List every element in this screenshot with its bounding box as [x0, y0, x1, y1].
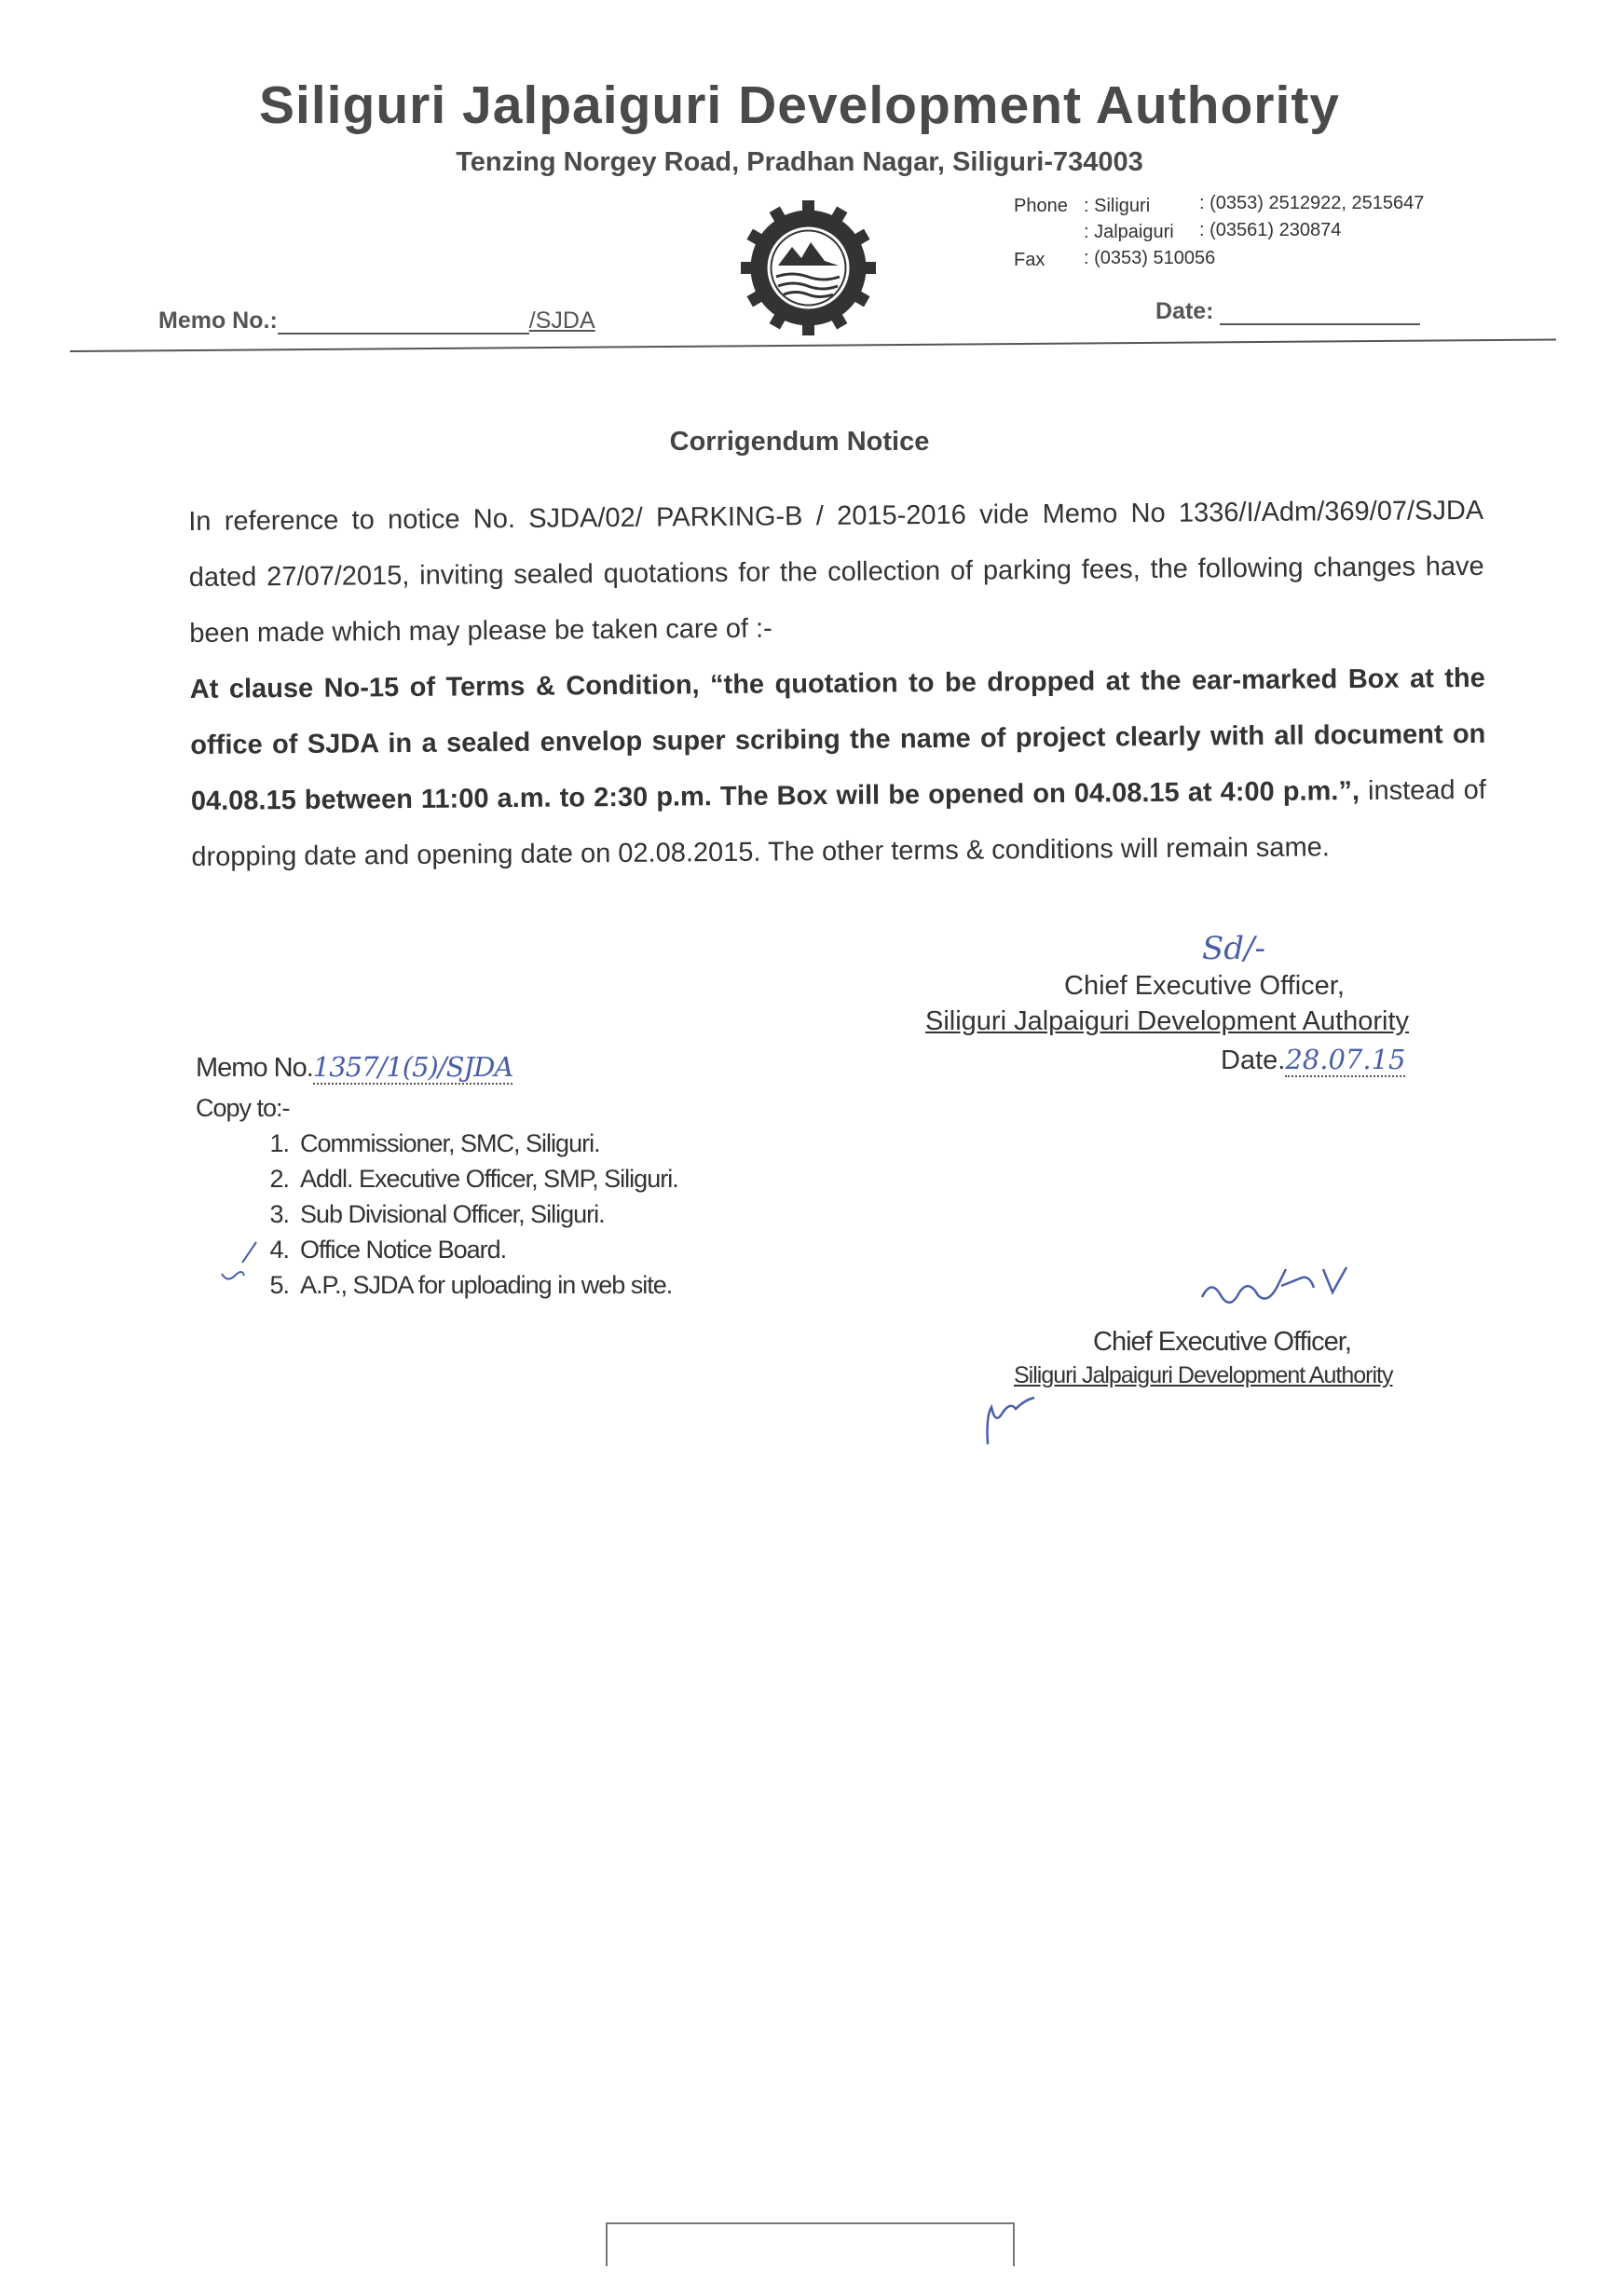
- memo-blank: [278, 310, 529, 335]
- copy-to-label: Copy to:-: [196, 1094, 290, 1122]
- handwritten-signature: [1193, 1260, 1360, 1325]
- signature-date-label: Date.: [1221, 1046, 1286, 1075]
- copy-memo-value: 1357/1(5)/SJDA: [312, 1051, 513, 1083]
- signature-date: [1221, 1044, 1405, 1076]
- copy-memo-number: [196, 1051, 512, 1084]
- notice-title: Corrigendum Notice: [669, 427, 930, 457]
- organization-name: Siliguri Jalpaiguri Development Authority: [258, 75, 1341, 135]
- notice-paragraph-1: In reference to notice No. SJDA/02/ PARKING-B / 2015-2016 vide Memo No 1336/I/Adm/369/07/SJDA dated 27/07/2015, inviting sealed quotations for the collection of parking fees, the following changes have been made which may please be taken care of :-: [188, 495, 1484, 649]
- sjda-seal-logo: [741, 200, 876, 335]
- phone-jalpaiguri-number: : (03561) 230874: [1199, 220, 1342, 240]
- date-label: Date:: [1155, 298, 1214, 324]
- clause-rest-text: instead of dropping date and opening date on 02.08.2015. The other terms & conditions will remain same.: [191, 774, 1486, 872]
- phone-siliguri-place: : Siliguri: [1084, 196, 1151, 216]
- letterhead-divider: [70, 338, 1556, 352]
- handwritten-sd-initials: Sd/-: [1202, 930, 1265, 967]
- signature-date-value: 28.07.15: [1285, 1044, 1406, 1075]
- list-item: 2. Addl. Executive Officer, SMP, Siliguri.: [269, 1165, 678, 1193]
- signatory-organization: Siliguri Jalpaiguri Development Authority: [925, 1006, 1410, 1036]
- handwritten-tick-mark: [214, 1235, 270, 1291]
- list-item: 5. A.P., SJDA for uploading in web site.: [269, 1271, 673, 1299]
- signatory2-organization: Siliguri Jalpaiguri Development Authority: [1014, 1362, 1393, 1388]
- phone-label: Phone: [1014, 196, 1068, 216]
- memo-label: Memo No.:: [158, 308, 278, 334]
- organization-address: Tenzing Norgey Road, Pradhan Nagar, Siliguri-734003: [456, 147, 1143, 177]
- clause-intro: At clause No-15 of Terms & Condition, “: [189, 669, 724, 704]
- phone-siliguri-number: : (0353) 2512922, 2515647: [1199, 193, 1425, 213]
- fax-label: Fax: [1014, 250, 1046, 270]
- signatory-designation: Chief Executive Officer,: [1064, 971, 1345, 1001]
- date-field: [1155, 298, 1420, 325]
- notice-paragraph-2: [190, 650, 1487, 885]
- copy-memo-label: Memo No.: [196, 1053, 313, 1083]
- bottom-stamp-box: [606, 2222, 1015, 2266]
- signatory2-designation: Chief Executive Officer,: [1093, 1327, 1351, 1357]
- memo-number-field: [158, 308, 595, 335]
- fax-number: : (0353) 510056: [1084, 248, 1216, 268]
- memo-suffix: /SJDA: [528, 308, 595, 334]
- list-item: 1. Commissioner, SMC, Siliguri.: [269, 1129, 600, 1157]
- date-blank: [1220, 301, 1420, 325]
- phone-jalpaiguri-place: : Jalpaiguri: [1084, 222, 1174, 242]
- list-item: 4. Office Notice Board.: [269, 1236, 507, 1264]
- notice-body: [188, 483, 1487, 885]
- list-item: 3. Sub Divisional Officer, Siliguri.: [269, 1200, 605, 1228]
- handwritten-initial-mark: [978, 1388, 1044, 1454]
- clause-bold-text: the quotation to be dropped at the ear-marked Box at the office of SJDA in a sealed envelop super scribing the name of project clearly with all document on 04.08.15 between 11:00 a.m. to 2:30 p.m. The Box will be opened on 04.08.15 at 4:00 p.m.”,: [190, 663, 1486, 816]
